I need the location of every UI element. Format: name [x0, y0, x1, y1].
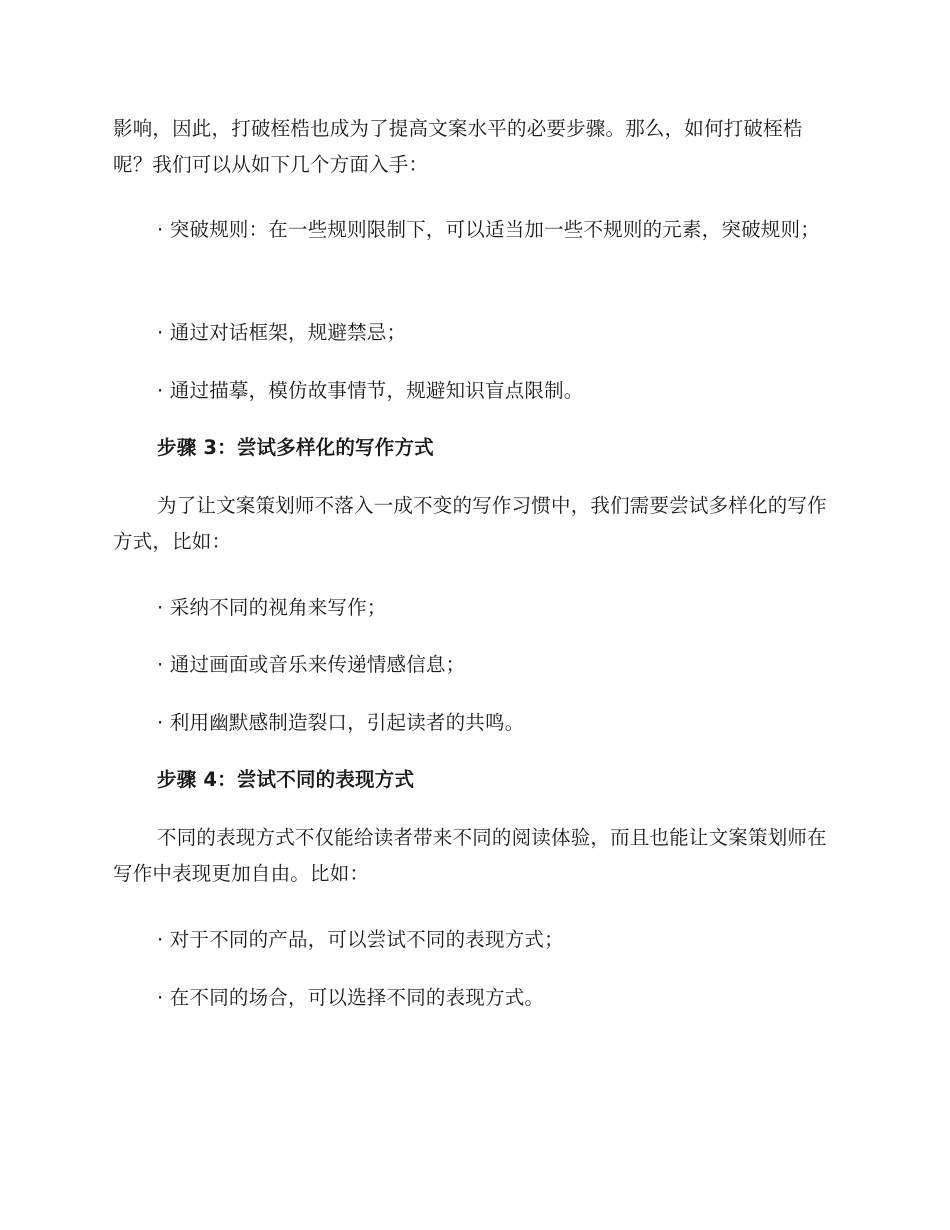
bullet-item-perspective: · 采纳不同的视角来写作；	[157, 596, 387, 619]
section-heading-step-4: 步骤 4：尝试不同的表现方式	[157, 768, 415, 791]
bullet-item-imitation: · 通过描摹，模仿故事情节，规避知识盲点限制。	[157, 379, 584, 402]
bullet-item-products: · 对于不同的产品，可以尝试不同的表现方式；	[157, 928, 564, 951]
paragraph-step-4: 不同的表现方式不仅能给读者带来不同的阅读体验，而且也能让文案策划师在写作中表现更加自由。比如：	[113, 826, 827, 885]
paragraph-intro: 影响，因此，打破桎梏也成为了提高文案水平的必要步骤。那么，如何打破桎梏呢？我们可以从如下几个方面入手：	[113, 117, 803, 176]
bullet-item-break-rules: · 突破规则：在一些规则限制下，可以适当加一些不规则的元素，突破规则；	[157, 218, 820, 241]
bullet-item-dialogue-frame: · 通过对话框架，规避禁忌；	[157, 321, 407, 344]
paragraph-step-3: 为了让文案策划师不落入一成不变的写作习惯中，我们需要尝试多样化的写作方式，比如：	[113, 494, 827, 553]
bullet-item-occasions: · 在不同的场合，可以选择不同的表现方式。	[157, 986, 545, 1009]
bullet-item-humor: · 利用幽默感制造裂口，引起读者的共鸣。	[157, 711, 525, 734]
bullet-item-picture-music: · 通过画面或音乐来传递情感信息；	[157, 653, 466, 676]
section-heading-step-3: 步骤 3：尝试多样化的写作方式	[157, 436, 434, 459]
